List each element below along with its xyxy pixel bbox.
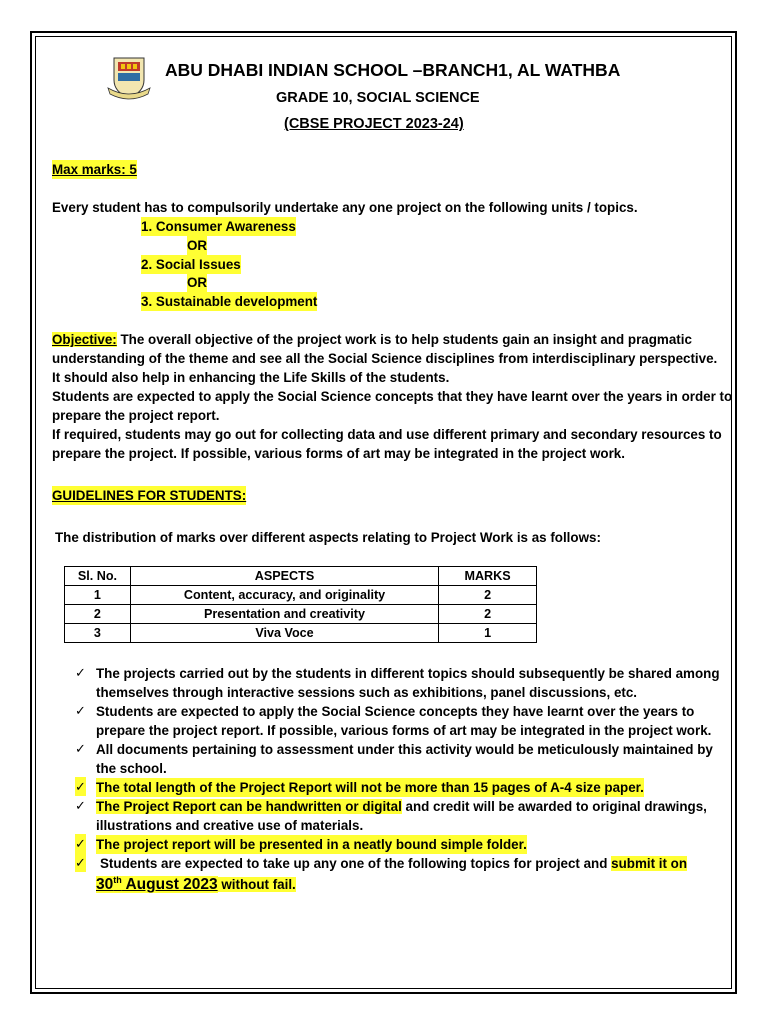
- bullet-3-line-2: the school.: [96, 761, 167, 776]
- table-cell: Content, accuracy, and originality: [130, 586, 438, 605]
- project-title: (CBSE PROJECT 2023-24): [284, 116, 464, 132]
- checkmark-icon: ✓: [75, 798, 86, 813]
- table-cell: Presentation and creativity: [130, 605, 438, 624]
- table-row: [65, 605, 537, 624]
- table-row: [65, 586, 537, 605]
- school-name: ABU DHABI INDIAN SCHOOL –BRANCH1, AL WATHBA: [165, 60, 621, 80]
- bullet-7-rest: without fail.: [217, 877, 296, 892]
- date-day: 30: [96, 876, 114, 893]
- bullet-1-line-1: The projects carried out by the students in different topics should subsequently be shared among: [96, 666, 720, 681]
- table-cell: 3: [65, 624, 131, 643]
- objective-line-2: understanding of the theme and see all the Social Science disciplines from interdisciplinary perspective.: [52, 351, 718, 366]
- objective-line-3: It should also help in enhancing the Life Skills of the students.: [52, 370, 450, 385]
- bullet-2-line-2: prepare the project report. If possible, various forms of art may be integrated in the project work.: [96, 723, 712, 738]
- topic-3: 3. Sustainable development: [141, 294, 318, 309]
- bullet-3-line-1: All documents pertaining to assessment under this activity would be meticulously maintained by: [96, 742, 713, 757]
- marks-table: [64, 566, 537, 643]
- grade-title: GRADE 10, SOCIAL SCIENCE: [276, 90, 480, 106]
- objective-line-4: Students are expected to apply the Social Science concepts that they have learnt over the years in order to: [52, 389, 733, 404]
- guidelines-heading: GUIDELINES FOR STUDENTS:: [52, 488, 247, 503]
- table-header: MARKS: [439, 567, 537, 586]
- bullet-7-highlight: submit it on: [611, 856, 688, 871]
- topic-1: 1. Consumer Awareness: [141, 219, 296, 234]
- topic-2: 2. Social Issues: [141, 257, 241, 272]
- bullet-5-rest: and credit will be awarded to original drawings,: [401, 799, 707, 814]
- objective-label: Objective:: [52, 332, 117, 347]
- checkmark-icon: ✓: [75, 855, 86, 870]
- objective-text-1: The overall objective of the project work is to help students gain an insight and pragmatic: [120, 332, 692, 347]
- table-cell: 1: [65, 586, 131, 605]
- table-cell: 2: [439, 605, 537, 624]
- topic-or-1: OR: [187, 238, 208, 253]
- table-header: ASPECTS: [130, 567, 438, 586]
- objective-line-1: [52, 330, 692, 349]
- bullet-5-line-1: [96, 797, 707, 816]
- table-cell: 2: [439, 586, 537, 605]
- table-row: [65, 624, 537, 643]
- table-cell: 2: [65, 605, 131, 624]
- objective-line-5: prepare the project report.: [52, 408, 220, 423]
- table-cell: Viva Voce: [130, 624, 438, 643]
- table-header-row: [65, 567, 537, 586]
- submission-date: [96, 876, 218, 893]
- objective-line-7: prepare the project. If possible, various forms of art may be integrated in the project work.: [52, 446, 625, 461]
- bullet-4: The total length of the Project Report will not be more than 15 pages of A-4 size paper.: [96, 780, 644, 795]
- distribution-text: The distribution of marks over different aspects relating to Project Work is as follows:: [55, 530, 601, 545]
- bullet-6: The project report will be presented in a neatly bound simple folder.: [96, 837, 527, 852]
- bullet-7-line-1: [100, 854, 687, 873]
- bullet-7-text: Students are expected to take up any one of the following topics for project and: [100, 856, 612, 871]
- school-crest-logo: [104, 52, 154, 102]
- checkmark-icon: ✓: [75, 836, 86, 851]
- date-suffix: th: [113, 875, 122, 885]
- bullet-2-line-1: Students are expected to apply the Social Science concepts they have learnt over the years to: [96, 704, 695, 719]
- objective-line-6: If required, students may go out for collecting data and use different primary and secondary resources to: [52, 427, 722, 442]
- checkmark-icon: ✓: [75, 703, 86, 718]
- table-header: Sl. No.: [65, 567, 131, 586]
- intro-text: Every student has to compulsorily undertake any one project on the following units / topics.: [52, 200, 638, 215]
- bullet-5-highlight: The Project Report can be handwritten or digital: [96, 799, 402, 814]
- max-marks: Max marks: 5: [52, 162, 137, 177]
- checkmark-icon: ✓: [75, 665, 86, 680]
- bullet-5-line-2: illustrations and creative use of materials.: [96, 818, 364, 833]
- checkmark-icon: ✓: [75, 779, 86, 794]
- topic-or-2: OR: [187, 275, 208, 290]
- checkmark-icon: ✓: [75, 741, 86, 756]
- date-month: August 2023: [121, 876, 218, 893]
- bullet-7-line-2: [96, 875, 296, 894]
- bullet-1-line-2: themselves through interactive sessions such as exhibitions, panel discussions, etc.: [96, 685, 638, 700]
- table-cell: 1: [439, 624, 537, 643]
